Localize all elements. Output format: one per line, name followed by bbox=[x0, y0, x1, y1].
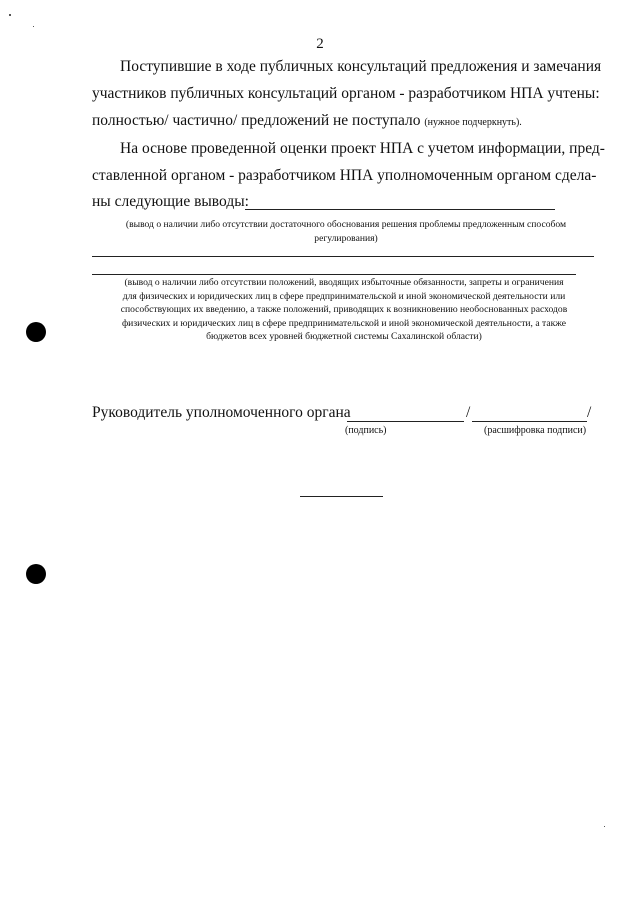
end-separator-line bbox=[300, 496, 383, 497]
scan-speck bbox=[9, 14, 11, 16]
conclusion-blank-line bbox=[245, 209, 555, 210]
conclusion-note-1 bbox=[92, 218, 600, 245]
paragraph2-line2: ставленной органом - разработчиком НПА уполномоченным органом сдела- bbox=[92, 167, 597, 184]
signature-blank bbox=[347, 421, 464, 422]
signature-caption: (подпись) bbox=[345, 425, 387, 436]
blank-line bbox=[92, 274, 576, 275]
paragraph2-line1: На основе проведенной оценки проект НПА с учетом информации, пред- bbox=[120, 140, 605, 157]
scan-speck bbox=[33, 26, 34, 27]
note2-line5: бюджетов всех уровней бюджетной системы Сахалинской области) bbox=[206, 331, 482, 342]
signature-label: Руководитель уполномоченного органа bbox=[92, 404, 351, 421]
note2-line1: (вывод о наличии либо отсутствии положений, вводящих избыточные обязанности, запреты и ограничения bbox=[124, 277, 564, 288]
underline-hint: (нужное подчеркнуть). bbox=[424, 117, 522, 128]
binder-hole bbox=[26, 564, 46, 584]
note1-line2: регулирования) bbox=[314, 232, 378, 244]
options-text: полностью/ частично/ предложений не поступало bbox=[92, 112, 421, 129]
note2-line2: для физических и юридических лиц в сфере предпринимательской и иной экономической деятельности или bbox=[122, 290, 566, 302]
signature-slash-2: / bbox=[587, 404, 592, 421]
conclusion-note-2 bbox=[88, 276, 600, 344]
decoding-caption: (расшифровка подписи) bbox=[484, 425, 587, 436]
paragraph1-line2: участников публичных консультаций органом - разработчиком НПА учтены: bbox=[92, 85, 600, 102]
blank-line bbox=[92, 256, 594, 257]
paragraph1-line1: Поступившие в ходе публичных консультаций предложения и замечания bbox=[120, 58, 602, 75]
binder-hole bbox=[26, 322, 46, 342]
note2-line4: физических и юридических лиц в сфере предпринимательской и иной экономической деятельности, а также bbox=[121, 317, 567, 329]
note2-line3: способствующих их введению, а также положений, приводящих к возникновению необоснованных расходов bbox=[120, 304, 568, 315]
paragraph1-line3 bbox=[92, 112, 522, 130]
decoding-blank bbox=[472, 421, 587, 422]
scan-speck bbox=[604, 826, 605, 827]
signature-slash-1: / bbox=[466, 404, 471, 421]
page-number: 2 bbox=[316, 36, 324, 52]
paragraph2-line3: ны следующие выводы: bbox=[92, 193, 249, 210]
note1-line1: (вывод о наличии либо отсутствии достаточного обоснования решения проблемы предложенным способом bbox=[125, 219, 567, 230]
